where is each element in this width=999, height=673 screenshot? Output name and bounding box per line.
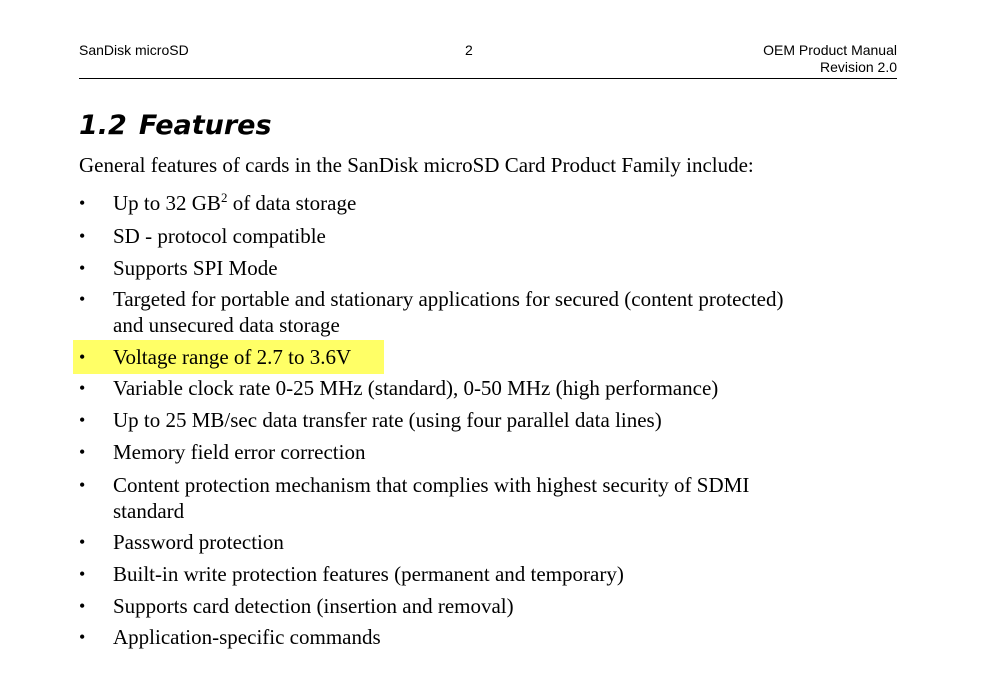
section-title: Features (138, 110, 272, 141)
bullet-icon: • (79, 226, 86, 246)
list-item-label: Variable clock rate 0-25 MHz (standard), 0-50 MHz (high performance) (113, 376, 719, 400)
list-item-text (113, 529, 893, 555)
storage-capacity: Up to 32 GB (113, 191, 221, 215)
list-item-line-2: standard (113, 499, 185, 523)
bullet-icon: • (79, 193, 86, 213)
footnote-marker: 2 (220, 190, 228, 205)
list-item-text (113, 593, 893, 619)
list-item-label: Up to 25 MB/sec data transfer rate (using four parallel data lines) (113, 408, 662, 432)
bullet-icon: • (79, 596, 86, 616)
list-item-text (113, 190, 893, 216)
list-item-label: Built-in write protection features (permanent and temporary) (113, 562, 624, 586)
list-item-text (113, 344, 893, 370)
bullet-icon: • (79, 475, 86, 495)
bullet-icon: • (79, 289, 86, 309)
list-item-text (113, 561, 893, 587)
list-item-label: Supports SPI Mode (113, 256, 278, 280)
list-item-text (113, 286, 893, 338)
list-item-label: Application-specific commands (113, 625, 381, 649)
list-item-line-1: Targeted for portable and stationary applications for secured (content protected) (113, 287, 784, 311)
bullet-icon: • (79, 258, 86, 278)
section-number: 1.2 (79, 110, 127, 141)
header-revision: Revision 2.0 (819, 59, 897, 75)
header-product-name: SanDisk microSD (79, 42, 189, 58)
list-item-line-1: Content protection mechanism that complies with highest security of SDMI (113, 473, 750, 497)
list-item-label: Password protection (113, 530, 284, 554)
list-item-text (113, 624, 893, 650)
section-intro: General features of cards in the SanDisk microSD Card Product Family include: (79, 153, 754, 177)
bullet-icon: • (79, 564, 86, 584)
bullet-icon: • (79, 410, 86, 430)
header-manual-title: OEM Product Manual (763, 42, 897, 58)
bullet-icon: • (79, 532, 86, 552)
list-item-label: SD - protocol compatible (113, 224, 326, 248)
header-manual-info (763, 42, 897, 76)
bullet-icon: • (79, 378, 86, 398)
bullet-icon: • (79, 442, 86, 462)
storage-suffix: of data storage (227, 191, 357, 215)
list-item-text (113, 375, 893, 401)
list-item-text (113, 255, 893, 281)
header-divider (79, 78, 897, 79)
list-item-text (113, 439, 893, 465)
bullet-icon: • (79, 627, 86, 647)
section-heading (79, 108, 272, 144)
list-item-label: Supports card detection (insertion and removal) (113, 594, 514, 618)
list-item-label: Memory field error correction (113, 440, 366, 464)
list-item-line-2: and unsecured data storage (113, 313, 340, 337)
list-item-text (113, 472, 893, 524)
list-item-text (113, 223, 893, 249)
list-item-text (113, 407, 893, 433)
list-item-label: Voltage range of 2.7 to 3.6V (113, 345, 352, 369)
header-page-number: 2 (465, 42, 473, 58)
bullet-icon: • (79, 347, 86, 367)
